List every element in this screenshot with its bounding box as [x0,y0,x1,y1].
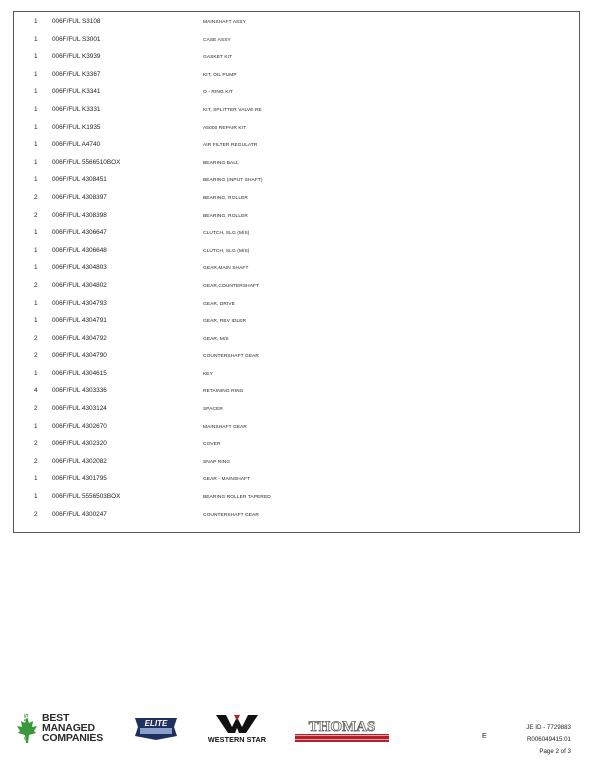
item-part-number: 006F/FUL 4304790 [52,352,107,360]
item-quantity: 2 [34,334,38,342]
item-quantity: 2 [34,440,38,448]
je-id: JE ID - 7729883 [526,724,571,731]
table-row [14,489,579,507]
item-description: COVER [203,442,221,448]
table-row [14,49,579,67]
elite-text: ELITE [144,719,168,728]
item-part-number: 006F/FUL 4306648 [52,246,107,254]
item-description: GEAR, M/S [203,336,229,342]
item-quantity: 1 [34,317,38,325]
item-quantity: 1 [34,299,38,307]
table-row [14,401,579,419]
item-quantity: 1 [34,105,38,113]
item-part-number: 006F/FUL S3001 [52,35,101,43]
item-part-number: 006F/FUL 4300247 [52,510,107,518]
item-description: COUNTERSHAFT GEAR [203,354,259,360]
item-part-number: 006F/FUL 4304803 [52,264,107,272]
item-description: BEARING ROLLER TAPERED [203,495,271,501]
table-row [14,436,579,454]
item-description: GEAR,COUNTERSHAFT [203,283,260,289]
item-description: KIT, OIL PUMP [203,72,237,78]
elite-logo [132,715,180,741]
item-quantity: 1 [34,176,38,184]
item-quantity: 1 [34,88,38,96]
item-part-number: 006F/FUL 4304793 [52,299,107,307]
item-part-number: 006F/FUL 4304791 [52,317,107,325]
item-part-number: 006F/FUL 4303124 [52,405,107,413]
item-part-number: 006F/FUL K1935 [52,123,101,131]
item-description: CASE ASSY [203,37,231,43]
thomas-built-buses-logo [293,714,391,744]
table-row [14,67,579,85]
item-quantity: 2 [34,510,38,518]
item-part-number: 006F/FUL K3367 [52,70,101,78]
item-part-number: 006F/FUL 4301795 [52,475,107,483]
table-row [14,32,579,50]
item-quantity: 1 [34,158,38,166]
item-quantity: 1 [34,70,38,78]
item-part-number: 006F/FUL K3939 [52,53,101,61]
table-row [14,208,579,226]
table-row [14,366,579,384]
item-quantity: 4 [34,387,38,395]
item-description: COUNTERSHAFT GEAR [203,512,259,518]
item-part-number: 006F/FUL 5556503BOX [52,493,121,501]
item-description: AIR FILTER REGULATR [203,143,258,149]
item-part-number: 006F/FUL 4308397 [52,193,107,201]
table-row [14,348,579,366]
item-part-number: 006F/FUL 5566510BOX [52,158,121,166]
item-description: RETAINING RING [203,389,244,395]
table-row [14,84,579,102]
table-row [14,331,579,349]
item-part-number: 006F/FUL 4304802 [52,281,107,289]
parts-list-frame [13,11,580,533]
item-quantity: 1 [34,229,38,237]
table-row [14,243,579,261]
item-description: KEY [203,371,213,377]
table-row [14,260,579,278]
item-quantity: 2 [34,193,38,201]
table-row [14,383,579,401]
item-quantity: 1 [34,53,38,61]
item-quantity: 1 [34,264,38,272]
item-quantity: 1 [34,369,38,377]
table-row [14,14,579,32]
best-managed-line2: MANAGED [42,722,95,734]
item-part-number: 006F/FUL 4308398 [52,211,107,219]
page-number: Page 2 of 3 [539,748,571,755]
table-row [14,507,579,525]
item-part-number: 006F/FUL 4306647 [52,229,107,237]
table-row [14,225,579,243]
item-description: CLUTCH, SLG (M/S) [203,231,250,237]
item-description: MAINSHAFT ASSY [203,20,246,25]
item-description: BEARING, ROLLER [203,195,248,201]
item-part-number: 006F/FUL 4303336 [52,387,107,395]
table-row [14,313,579,331]
item-description: GASKET KIT [203,55,233,61]
item-quantity: 1 [34,246,38,254]
page-footer [0,700,593,760]
western-star-text: WESTERN STAR [207,735,267,744]
item-part-number: 006F/FUL 4302082 [52,457,107,465]
table-row [14,278,579,296]
item-description: SPACER [203,407,223,413]
item-quantity: 2 [34,281,38,289]
table-row [14,172,579,190]
table-row [14,155,579,173]
item-description: O - RING KIT [203,90,233,96]
item-description: MAINSHAFT GEAR [203,424,247,430]
table-row [14,454,579,472]
item-part-number: 006F/FUL 4308451 [52,176,107,184]
table-row [14,137,579,155]
item-description: BEARING (INPUT SHAFT) [203,178,263,184]
item-part-number: 006F/FUL K3331 [52,105,101,113]
reference-number: R006049415:01 [526,736,571,743]
item-description: SNAP RING [203,459,231,465]
item-part-number: 006F/FUL 4302670 [52,422,107,430]
item-quantity: 1 [34,35,38,43]
best-managed-companies-logo [16,712,116,746]
item-part-number: 006F/FUL 4304615 [52,369,107,377]
item-quantity: 1 [34,475,38,483]
table-row [14,102,579,120]
item-part-number: 006F/FUL 4304792 [52,334,107,342]
item-description: CLUTCH, SLG (M/S) [203,248,250,254]
best-managed-line3: COMPANIES [42,732,104,744]
parts-list [14,14,579,524]
table-row [14,419,579,437]
item-description: GEAR,MAIN SHAFT [203,266,249,272]
document-meta [526,722,571,758]
table-row [14,190,579,208]
best-managed-line1: BEST [42,712,70,724]
table-row [14,471,579,489]
item-description: GEAR, DRIVE [203,301,236,307]
item-quantity: 1 [34,493,38,501]
item-quantity: 2 [34,211,38,219]
item-part-number: 006F/FUL A4740 [52,141,101,149]
item-part-number: 006F/FUL S3108 [52,18,101,25]
table-row [14,296,579,314]
western-star-emblem-icon [198,713,276,735]
item-quantity: 1 [34,18,38,25]
item-quantity: 1 [34,123,38,131]
item-description: KIT, SPLITTER VALVE RE [203,107,262,113]
table-row [14,120,579,138]
item-description: BEARING BALL [203,160,239,166]
thomas-emblem-icon [293,714,391,744]
item-quantity: 2 [34,457,38,465]
best-managed-canada-text: CANADA'S [24,713,30,740]
item-quantity: 2 [34,352,38,360]
elite-badge-icon [132,715,180,741]
footer-letter: E [482,733,487,740]
item-description: A5000 REPAIR KIT [203,125,247,131]
item-quantity: 1 [34,422,38,430]
item-part-number: 006F/FUL 4302320 [52,440,107,448]
western-star-logo [198,713,276,745]
item-description: GEAR - MAINSHAFT [203,477,251,483]
item-quantity: 2 [34,405,38,413]
item-description: BEARING, ROLLER [203,213,248,219]
item-part-number: 006F/FUL K3341 [52,88,101,96]
item-description: GEAR, REV IDLER [203,319,247,325]
thomas-text: THOMAS [308,719,376,735]
item-quantity: 1 [34,141,38,149]
best-managed-wordmark [42,713,103,743]
